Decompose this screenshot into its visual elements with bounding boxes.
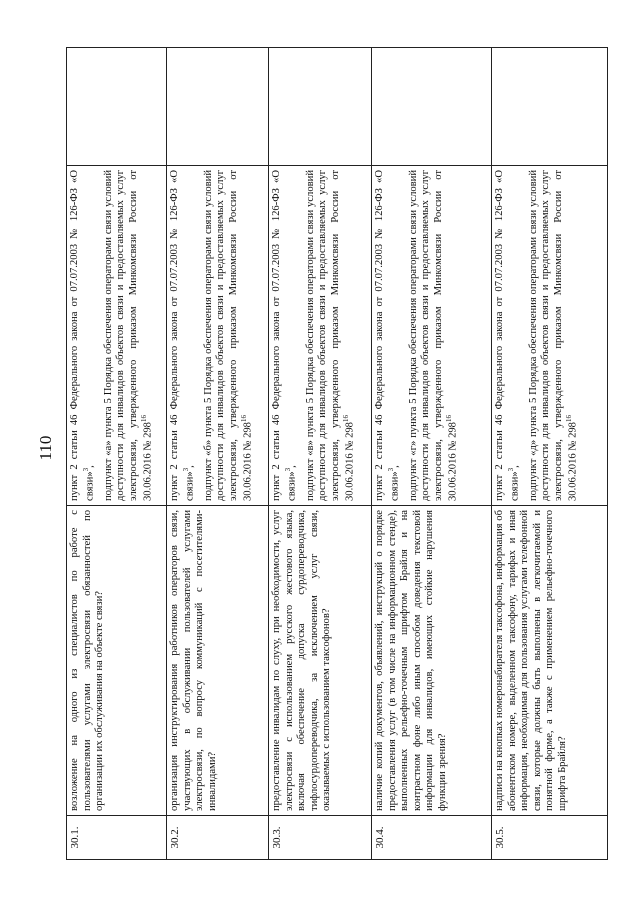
- row-number: 30.2.: [167, 816, 269, 860]
- order-reference: подпункт «в» пункта 5 Порядка обеспечения операторами связи условий доступности для инвалидов объектов связи и предоставляемых услуг электросвязи, утвержденного приказом Минкомсвязи России от 30.06.2016 № $298^{16}$: [304, 170, 356, 501]
- requirement-text: предоставление инвалидам по слуху, при необходимости, услуг электросвязи с использованием русского жестового языка, включая обеспечение допуска сурдопереводчика, тифлосурдопереводчика, за исключением услуг связи, оказываемых с использованием таксофонов?: [269, 506, 372, 816]
- page-number: 110: [36, 435, 55, 461]
- legal-references: [67, 166, 167, 506]
- checklist-table: [66, 47, 608, 860]
- row-number: 30.3.: [269, 816, 372, 860]
- table-row: [167, 48, 269, 860]
- law-reference: пункт 2 статьи 46 Федерального закона от 07.07.2003 № 126-ФЗ «О связи»$^3$,: [271, 170, 298, 501]
- table-row: [67, 48, 167, 860]
- answer-cell: [269, 48, 372, 166]
- checklist-table-frame: [66, 48, 607, 860]
- table-row: [269, 48, 372, 860]
- legal-references: [269, 166, 372, 506]
- row-number: 30.5.: [492, 816, 608, 860]
- requirement-text: надписи на кнопках номеронабирателя таксофона, информация об абонентском номере, выделенном таксофону, тарифах и иная информация, необходимая для пользования услугами телефонной связи, которые должны быть выполнены в легкочитаемой и понятной форме, а также с применением рельефно-точечного шрифта Брайля?: [492, 506, 608, 816]
- table-row: [372, 48, 492, 860]
- requirement-text: организация инструктирования работников операторов связи, участвующих в обслуживании пользователей услугами электросвязи, по вопросу коммуникаций с посетителями-инвалидами?: [167, 506, 269, 816]
- requirement-text: наличие копий документов, объявлений, инструкций о порядке предоставления услуг (в том числе на информационном стенде), выполненных рельефно-точечным шрифтом Брайля и на контрастном фоне либо иным способом доведения текстовой информации для инвалидов, имеющих стойкие нарушения функции зрения?: [372, 506, 492, 816]
- legal-references: [167, 166, 269, 506]
- requirement-text: возложение на одного из специалистов по работе с пользователями услугами электросвязи обязанностей по организации их обслуживания на объекте связи?: [67, 506, 167, 816]
- answer-cell: [492, 48, 608, 166]
- law-reference: пункт 2 статьи 46 Федерального закона от 07.07.2003 № 126-ФЗ «О связи»$^3$,: [69, 170, 96, 501]
- answer-cell: [67, 48, 167, 166]
- legal-references: [492, 166, 608, 506]
- table-row: [492, 48, 608, 860]
- order-reference: подпункт «б» пункта 5 Порядка обеспечения операторами связи условий доступности для инвалидов объектов связи и предоставляемых услуг электросвязи, утвержденного приказом Минкомсвязи России от 30.06.2016 № $298^{16}$: [202, 170, 254, 501]
- row-number: 30.1.: [67, 816, 167, 860]
- order-reference: подпункт «а» пункта 5 Порядка обеспечения операторами связи условий доступности для инвалидов объектов связи и предоставляемых услуг электросвязи, утвержденного приказом Минкомсвязи России от 30.06.2016 № $298^{16}$: [102, 170, 154, 501]
- legal-references: [372, 166, 492, 506]
- law-reference: пункт 2 статьи 46 Федерального закона от 07.07.2003 № 126-ФЗ «О связи»$^3$,: [169, 170, 196, 501]
- row-number: 30.4.: [372, 816, 492, 860]
- law-reference: пункт 2 статьи 46 Федерального закона от 07.07.2003 № 126-ФЗ «О связи»$^3$,: [374, 170, 401, 501]
- answer-cell: [372, 48, 492, 166]
- answer-cell: [167, 48, 269, 166]
- law-reference: пункт 2 статьи 46 Федерального закона от 07.07.2003 № 126-ФЗ «О связи»$^3$,: [494, 170, 521, 501]
- order-reference: подпункт «г» пункта 5 Порядка обеспечения операторами связи условий доступности для инвалидов объектов связи и предоставляемых услуг электросвязи, утвержденного приказом Минкомсвязи России от 30.06.2016 № $298^{16}$: [407, 170, 459, 501]
- order-reference: подпункт «д» пункта 5 Порядка обеспечения операторами связи условий доступности для инвалидов объектов связи и предоставляемых услуг электросвязи, утвержденного приказом Минкомсвязи России от 30.06.2016 № $298^{16}$: [527, 170, 579, 501]
